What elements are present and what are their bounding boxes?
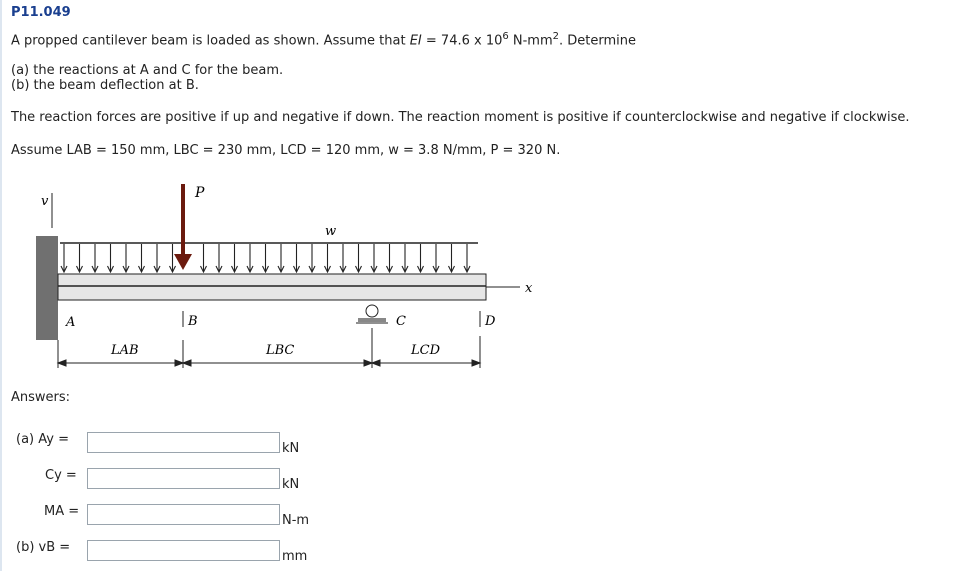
answer-label-ay: (a) Ay = — [16, 432, 69, 447]
answer-unit-ma: N-m — [282, 513, 310, 528]
answer-unit-vb: mm — [282, 549, 308, 564]
dim-label-CD: LCD — [411, 343, 441, 358]
beam — [58, 274, 486, 300]
part-b-text: (b) the beam deflection at B. — [11, 78, 199, 93]
ei-value: = 74.6 x 10 — [421, 33, 503, 49]
label-x: x — [525, 281, 533, 296]
point-load-P — [174, 184, 205, 270]
label-D: D — [485, 314, 496, 329]
intro-text — [11, 29, 636, 49]
sign-convention: The reaction forces are positive if up and negative if down. The reaction moment is positive if counterclockwise and negative if clockwise. — [11, 110, 910, 125]
fixed-wall — [36, 236, 58, 340]
intro-pre: A propped cantilever beam is loaded as shown. Assume that — [11, 33, 410, 49]
label-B: B — [188, 314, 198, 329]
label-v: v — [41, 194, 49, 209]
answer-input-ma[interactable] — [87, 504, 280, 525]
answers-heading: Answers: — [11, 390, 71, 405]
answer-input-ay[interactable] — [87, 432, 280, 453]
intro-post: . Determine — [559, 33, 636, 49]
distributed-load — [60, 224, 478, 272]
answer-unit-cy: kN — [282, 477, 300, 492]
problem-id: P11.049 — [11, 5, 71, 20]
ei-unit-exponent: 2 — [552, 31, 559, 42]
part-a-text: (a) the reactions at A and C for the beam. — [11, 63, 284, 78]
label-w: w — [325, 224, 337, 239]
page-left-border — [0, 0, 2, 571]
dim-label-AB: LAB — [111, 343, 139, 358]
answer-label-vb: (b) vB = — [16, 540, 71, 555]
label-C: C — [396, 314, 406, 329]
ei-exponent: 6 — [502, 31, 509, 42]
label-P: P — [195, 185, 205, 201]
answer-input-cy[interactable] — [87, 468, 280, 489]
dim-label-BC: LBC — [266, 343, 295, 358]
assume-values: Assume LAB = 150 mm, LBC = 230 mm, LCD = 120 mm, w = 3.8 N/mm, P = 320 N. — [11, 143, 561, 158]
answer-label-ma: MA = — [44, 504, 80, 519]
roller-support-C — [356, 305, 388, 323]
answer-unit-ay: kN — [282, 441, 300, 456]
answer-input-vb[interactable] — [87, 540, 280, 561]
beam-diagram — [30, 178, 550, 373]
v-axis — [41, 193, 52, 228]
answer-label-cy: Cy = — [45, 468, 77, 483]
label-A: A — [66, 315, 76, 330]
ei-unit: N-mm — [508, 33, 553, 49]
ei-symbol: EI — [409, 33, 422, 49]
